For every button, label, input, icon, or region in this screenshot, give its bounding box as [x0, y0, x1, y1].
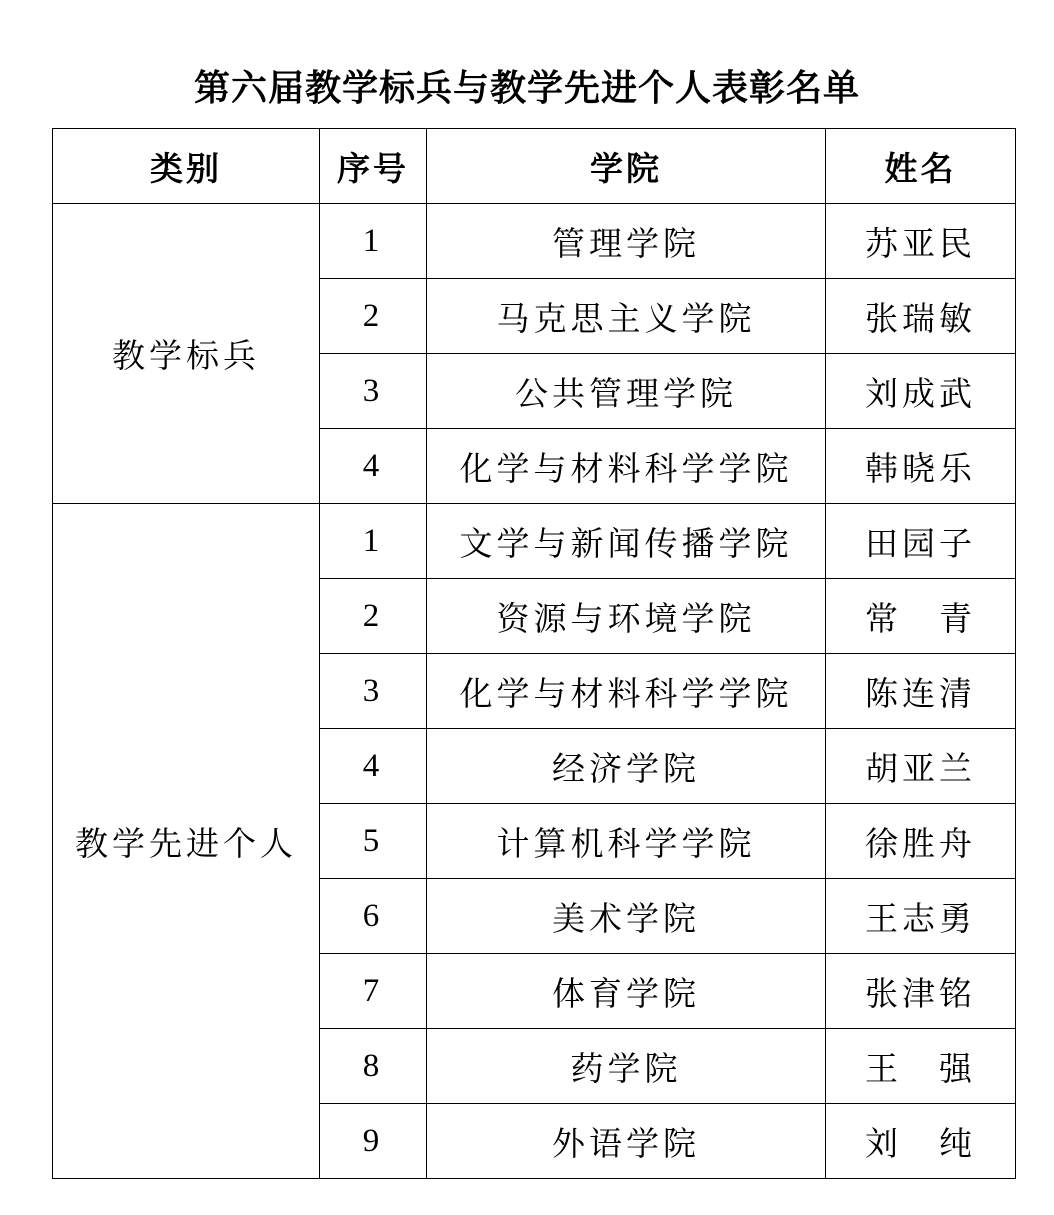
seq-cell: 2	[320, 279, 427, 354]
college-cell: 美术学院	[427, 879, 826, 954]
name-cell: 苏亚民	[826, 204, 1016, 279]
column-header-name: 姓名	[826, 129, 1016, 204]
college-cell: 外语学院	[427, 1104, 826, 1179]
name-cell: 胡亚兰	[826, 729, 1016, 804]
college-cell: 经济学院	[427, 729, 826, 804]
seq-cell: 6	[320, 879, 427, 954]
column-header-category: 类别	[53, 129, 320, 204]
college-cell: 管理学院	[427, 204, 826, 279]
award-table	[52, 128, 1016, 1179]
college-cell: 公共管理学院	[427, 354, 826, 429]
name-cell: 田园子	[826, 504, 1016, 579]
college-cell: 药学院	[427, 1029, 826, 1104]
category-cell: 教学先进个人	[53, 504, 320, 1179]
seq-cell: 7	[320, 954, 427, 1029]
category-cell: 教学标兵	[53, 204, 320, 504]
name-cell: 刘 纯	[826, 1104, 1016, 1179]
seq-cell: 5	[320, 804, 427, 879]
college-cell: 化学与材料科学学院	[427, 654, 826, 729]
seq-cell: 4	[320, 429, 427, 504]
seq-cell: 1	[320, 204, 427, 279]
college-cell: 文学与新闻传播学院	[427, 504, 826, 579]
seq-cell: 8	[320, 1029, 427, 1104]
table-row	[53, 504, 1016, 579]
name-cell: 常 青	[826, 579, 1016, 654]
name-cell: 张津铭	[826, 954, 1016, 1029]
table-row	[53, 204, 1016, 279]
name-cell: 张瑞敏	[826, 279, 1016, 354]
name-cell: 韩晓乐	[826, 429, 1016, 504]
college-cell: 化学与材料科学学院	[427, 429, 826, 504]
column-header-college: 学院	[427, 129, 826, 204]
name-cell: 徐胜舟	[826, 804, 1016, 879]
seq-cell: 3	[320, 354, 427, 429]
seq-cell: 2	[320, 579, 427, 654]
college-cell: 计算机科学学院	[427, 804, 826, 879]
seq-cell: 3	[320, 654, 427, 729]
college-cell: 体育学院	[427, 954, 826, 1029]
name-cell: 陈连清	[826, 654, 1016, 729]
college-cell: 资源与环境学院	[427, 579, 826, 654]
seq-cell: 9	[320, 1104, 427, 1179]
name-cell: 刘成武	[826, 354, 1016, 429]
table-header-row	[53, 129, 1016, 204]
name-cell: 王志勇	[826, 879, 1016, 954]
seq-cell: 4	[320, 729, 427, 804]
column-header-seq: 序号	[320, 129, 427, 204]
page-title: 第六届教学标兵与教学先进个人表彰名单	[193, 67, 860, 109]
college-cell: 马克思主义学院	[427, 279, 826, 354]
seq-cell: 1	[320, 504, 427, 579]
name-cell: 王 强	[826, 1029, 1016, 1104]
